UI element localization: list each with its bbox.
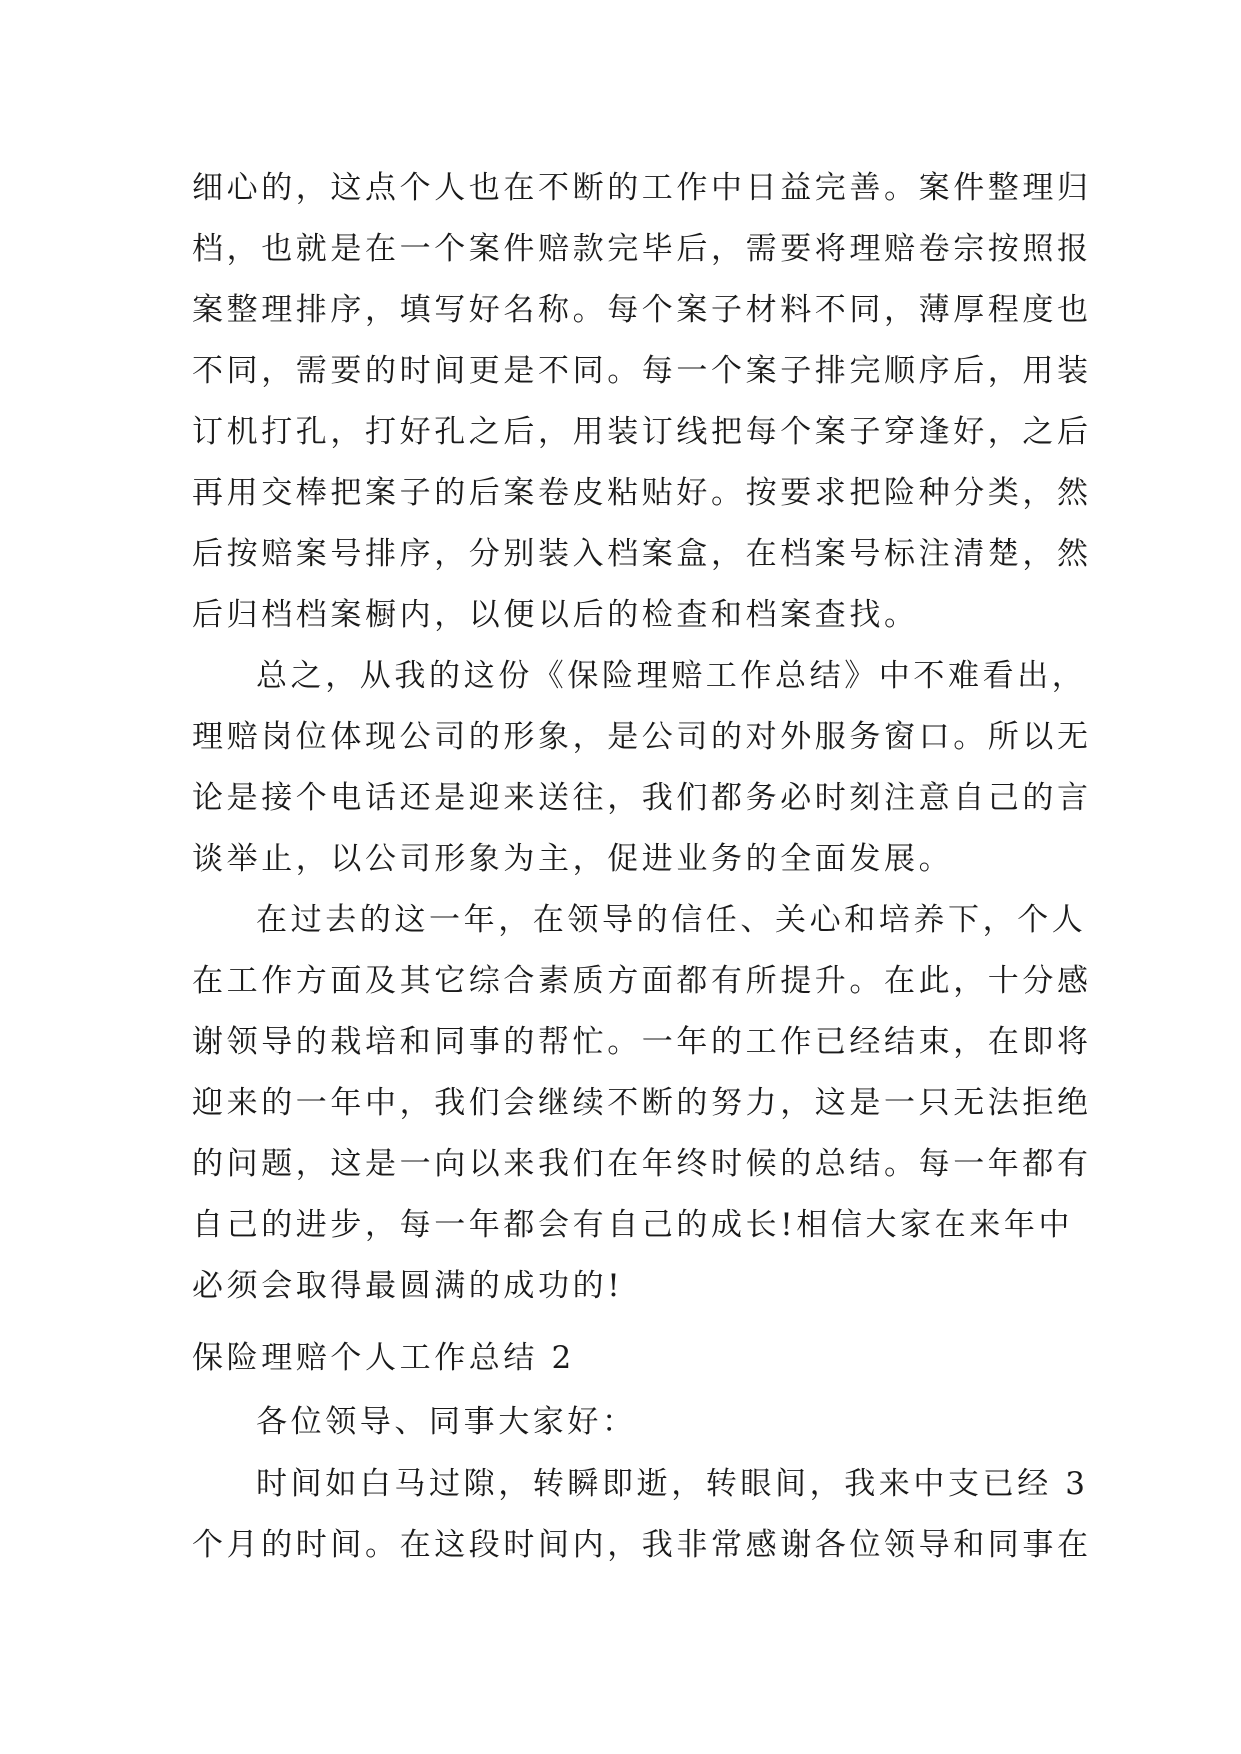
text-line: 订机打孔，打好孔之后，用装订线把每个案子穿逢好，之后	[192, 414, 1092, 450]
text-line: 的问题，这是一向以来我们在年终时候的总结。每一年都有	[192, 1146, 1092, 1182]
text-line: 谈举止，以公司形象为主，促进业务的全面发展。	[192, 841, 954, 877]
text-line: 个月的时间。在这段时间内，我非常感谢各位领导和同事在	[192, 1527, 1092, 1563]
text-line: 迎来的一年中，我们会继续不断的努力，这是一只无法拒绝	[192, 1085, 1092, 1121]
body-text-part1	[192, 158, 1092, 1317]
paragraph-start-line: 总之，从我的这份《保险理赔工作总结》中不难看出，	[256, 658, 1087, 694]
paragraph-start-line: 时间如白马过隙，转瞬即逝，转眼间，我来中支已经 3	[256, 1466, 1089, 1502]
text-line: 在工作方面及其它综合素质方面都有所提升。在此，十分感	[192, 963, 1092, 999]
text-line: 后按赔案号排序，分别装入档案盒，在档案号标注清楚，然	[192, 536, 1092, 572]
text-line: 不同，需要的时间更是不同。每一个案子排完顺序后，用装	[192, 353, 1092, 389]
text-line: 自己的进步，每一年都会有自己的成长!相信大家在来年中	[192, 1207, 1074, 1243]
text-line: 再用交棒把案子的后案卷皮粘贴好。按要求把险种分类，然	[192, 475, 1092, 511]
greeting-line: 各位领导、同事大家好：	[256, 1404, 637, 1440]
text-line: 后归档档案橱内，以便以后的检查和档案查找。	[192, 597, 919, 633]
section-title: 保险理赔个人工作总结 2	[192, 1340, 575, 1376]
text-line: 必须会取得最圆满的成功的!	[192, 1268, 624, 1304]
text-line: 细心的，这点个人也在不断的工作中日益完善。案件整理归	[192, 170, 1092, 206]
body-text-part2	[192, 1326, 1092, 1576]
text-line: 论是接个电话还是迎来送往，我们都务必时刻注意自己的言	[192, 780, 1092, 816]
text-line: 档，也就是在一个案件赔款完毕后，需要将理赔卷宗按照报	[192, 231, 1092, 267]
paragraph-start-line: 在过去的这一年，在领导的信任、关心和培养下，个人	[256, 902, 1087, 938]
text-line: 谢领导的栽培和同事的帮忙。一年的工作已经结束，在即将	[192, 1024, 1092, 1060]
text-line: 案整理排序，填写好名称。每个案子材料不同，薄厚程度也	[192, 292, 1092, 328]
text-line: 理赔岗位体现公司的形象，是公司的对外服务窗口。所以无	[192, 719, 1092, 755]
